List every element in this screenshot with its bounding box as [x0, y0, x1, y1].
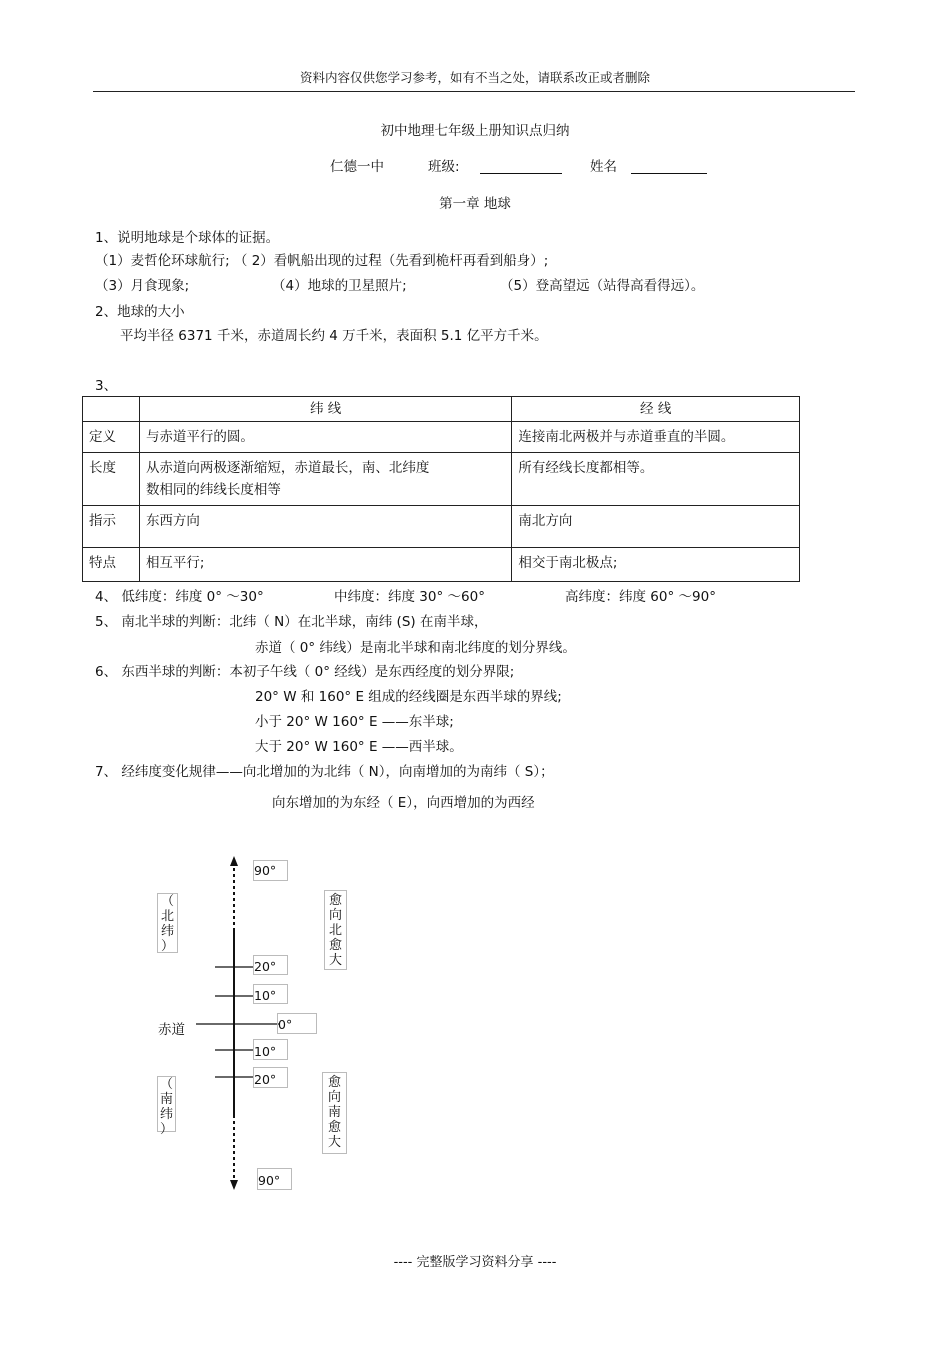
note-7a: 7、 经纬度变化规律——向北增加的为北纬（ N），向南增加的为南纬（ S）； — [95, 764, 554, 780]
note-6d: 大于 20° W 160° E ——西半球。 — [255, 739, 463, 755]
south-increase-char: 南 — [327, 1105, 341, 1120]
class-label: 班级: — [428, 159, 460, 175]
note-4-low: 4、 低纬度：纬度 0° ～30° — [95, 589, 264, 605]
south-increase-char: 愈 — [327, 1075, 341, 1090]
header-note: 资料内容仅供您学习参考，如有不当之处，请联系改正或者删除 — [299, 70, 650, 85]
chapter-heading: 第一章 地球 — [439, 196, 511, 212]
latitude-cell: 相互平行; — [139, 548, 511, 582]
south-label-char: （ — [160, 1077, 174, 1092]
note-5b: 赤道（ 0° 纬线）是南北半球和南北纬度的划分界线。 — [255, 640, 576, 656]
note-6b: 20° W 和 160° E 组成的经线圈是东西半球的界线; — [255, 689, 562, 705]
row-label: 长度 — [83, 453, 140, 506]
page-title: 初中地理七年级上册知识点归纳 — [380, 123, 570, 139]
section-2-body: 平均半径 6371 千米，赤道周长约 4 万千米，表面积 5.1 亿平方千米。 — [120, 328, 548, 344]
label-north-90: 90° — [253, 860, 288, 881]
school-name: 仁德一中 — [330, 159, 384, 175]
row-label: 指示 — [83, 506, 140, 548]
longitude-cell: 南北方向 — [512, 506, 800, 548]
label-north-10: 10° — [253, 984, 288, 1004]
north-increase-char: 大 — [328, 953, 342, 968]
name-label: 姓名 — [590, 159, 617, 175]
north-increase-char: 北 — [328, 923, 342, 938]
section-1-title: 1、说明地球是个球体的证据。 — [95, 230, 280, 246]
longitude-cell: 连接南北两极并与赤道垂直的半圆。 — [512, 422, 800, 453]
note-6c: 小于 20° W 160° E ——东半球; — [255, 714, 454, 730]
latitude-cell-line: 数相同的纬线长度相等 — [145, 482, 281, 498]
north-label-char: （ — [161, 894, 175, 909]
north-increase-char: 愈 — [328, 938, 342, 953]
section-1-item-a: （1）麦哲伦环球航行; （ 2）看帆船出现的过程（先看到桅杆再看到船身）; — [95, 253, 549, 269]
section-3-title: 3、 — [95, 378, 118, 394]
latitude-cell: 与赤道平行的圆。 — [139, 422, 511, 453]
north-increase-char: 愈 — [328, 893, 342, 908]
south-increase-char: 愈 — [327, 1120, 341, 1135]
equator-label: 赤道 — [158, 1022, 185, 1038]
south-latitude-label — [157, 1076, 176, 1137]
longitude-cell: 相交于南北极点; — [512, 548, 800, 582]
south-increase-label — [322, 1072, 347, 1154]
south-increase-char: 向 — [327, 1090, 341, 1105]
note-4-high: 高纬度：纬度 60° ～90° — [565, 589, 716, 605]
longitude-cell: 所有经线长度都相等。 — [512, 453, 800, 506]
north-label-char: 纬 — [161, 924, 175, 939]
row-label: 特点 — [83, 548, 140, 582]
note-5a: 5、 南北半球的判断：北纬（ N）在北半球，南纬 (S) 在南半球， — [95, 614, 488, 630]
section-1-item-d: （5）登高望远（站得高看得远）。 — [500, 278, 705, 294]
north-label-char: 北 — [161, 909, 175, 924]
section-2-title: 2、地球的大小 — [95, 304, 185, 320]
north-label-char: ） — [161, 939, 175, 954]
north-increase-label — [324, 890, 347, 970]
south-label-char: 南 — [160, 1092, 174, 1107]
table-header-cell: 纬 线 — [139, 397, 511, 422]
note-7b: 向东增加的为东经（ E），向西增加的为西经 — [272, 795, 535, 811]
page-footer: ---- 完整版学习资料分享 ---- — [393, 1255, 557, 1270]
north-latitude-label — [157, 893, 178, 953]
south-label-char: ） — [160, 1122, 174, 1137]
north-arrowhead — [230, 856, 238, 866]
row-label: 定义 — [83, 422, 140, 453]
label-equator-0: 0° — [277, 1013, 317, 1034]
section-1-item-c: （4）地球的卫星照片; — [272, 278, 407, 294]
note-4-mid: 中纬度：纬度 30° ～60° — [334, 589, 485, 605]
label-south-20: 20° — [253, 1067, 288, 1088]
south-label-char: 纬 — [160, 1107, 174, 1122]
table-header-cell: 经 线 — [512, 397, 800, 422]
latitude-cell: 东西方向 — [139, 506, 511, 548]
label-north-20: 20° — [253, 955, 288, 975]
note-6a: 6、 东西半球的判断：本初子午线（ 0° 经线）是东西经度的划分界限; — [95, 664, 515, 680]
section-1-item-b: （3）月食现象; — [95, 278, 190, 294]
north-increase-char: 向 — [328, 908, 342, 923]
south-arrowhead — [230, 1180, 238, 1190]
label-south-10: 10° — [253, 1039, 288, 1060]
latitude-cell-line: 从赤道向两极逐渐缩短，赤道最长，南、北纬度 — [145, 460, 430, 476]
south-increase-char: 大 — [327, 1135, 341, 1150]
label-south-90: 90° — [257, 1168, 292, 1190]
